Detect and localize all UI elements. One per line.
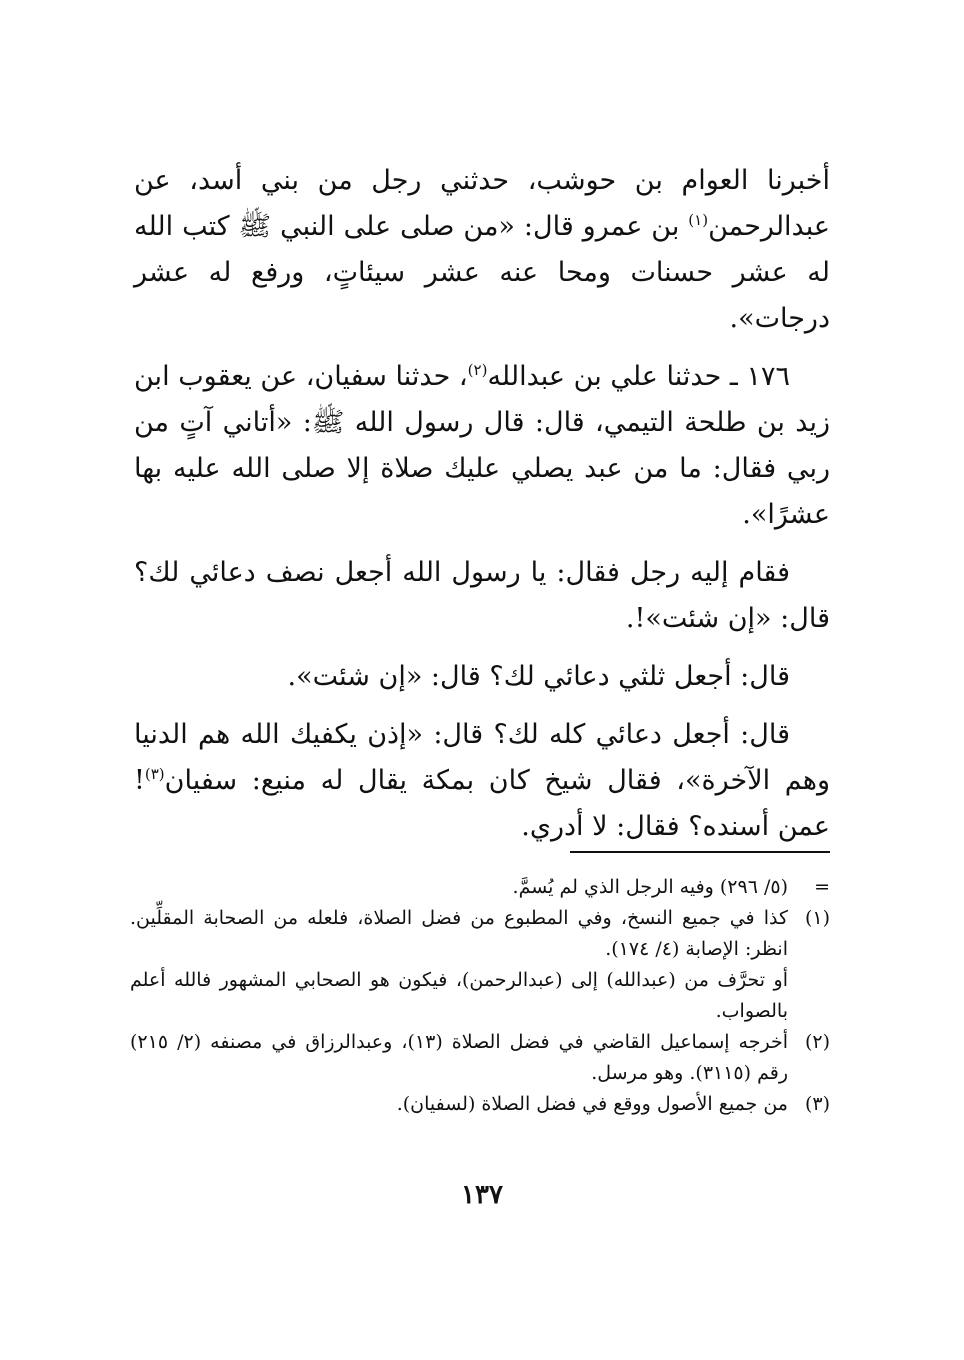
paragraph-1-text: أخبرنا العوام بن حوشب، حدثني رجل من بني أسد، عن عبدالرحمن — [134, 165, 830, 242]
paragraph-4: قال: أجعل ثلثي دعائي لك؟ قال: «إن شئت». — [287, 661, 790, 692]
paragraph-hadith-176 — [134, 354, 830, 538]
page-number: ١٣٧ — [461, 1180, 503, 1210]
footnote-1 — [130, 903, 830, 965]
footnote-3-text: من جميع الأصول ووقع في فضل الصلاة (لسفيان). — [396, 1093, 788, 1115]
footnote-1-extra: أو تحرَّف من (عبدالله) إلى (عبدالرحمن)، فيكون هو الصحابي المشهور فالله أعلم بالصواب. — [130, 969, 788, 1022]
footnote-separator — [570, 851, 830, 853]
footnote-1-text: كذا في جميع النسخ، وفي المطبوع من فضل الصلاة، فلعله من الصحابة المقلِّين. انظر: الإصابة (٤/ ١٧٤). — [130, 907, 788, 960]
paragraph-5-text-cont: ! عمن أسنده؟ فقال: لا أدري. — [134, 765, 830, 842]
footnote-1-number: (١) — [804, 907, 830, 929]
footnote-continuation — [130, 872, 830, 903]
main-text-block — [134, 158, 830, 862]
continuation-text: (٥/ ٢٩٦) وفيه الرجل الذي لم يُسمَّ. — [512, 876, 788, 898]
continuation-marker: = — [814, 876, 830, 898]
footnote-2 — [130, 1027, 830, 1089]
paragraph-5 — [134, 712, 830, 850]
footnote-2-text: أخرجه إسماعيل القاضي في فضل الصلاة (١٣)، وعبدالرزاق في مصنفه (٢/ ٢١٥) رقم (٣١١٥). وهو مرسل. — [130, 1031, 788, 1084]
footnote-ref-2: (٢) — [467, 361, 488, 379]
paragraph-2-text-cont: ، حدثنا سفيان، عن يعقوب ابن زيد بن طلحة التيمي، قال: قال رسول الله ﷺ: «أتاني آتٍ من ربي فقال: ما من عبد يصلي عليك صلاة إلا صلى الله عليه بها عشرًا». — [134, 361, 830, 530]
footnote-ref-1: (١) — [688, 211, 709, 229]
paragraph-1 — [134, 158, 830, 342]
paragraph-3: فقام إليه رجل فقال: يا رسول الله أجعل نصف دعائي لك؟ قال: «إن شئت»!. — [134, 557, 830, 634]
paragraph-1-text-cont: بن عمرو قال: «من صلى على النبي ﷺ كتب الله له عشر حسنات ومحا عنه عشر سيئاتٍ، ورفع له عشر درجات». — [134, 211, 830, 334]
footnotes-block — [130, 872, 830, 1120]
paragraph-5-text: قال: أجعل دعائي كله لك؟ قال: «إذن يكفيك الله هم الدنيا وهم الآخرة»، فقال شيخ كان بمكة يقال له منيع: سفيان — [134, 719, 830, 796]
footnote-ref-3: (٣) — [144, 765, 165, 783]
footnote-2-number: (٢) — [804, 1031, 830, 1053]
footnote-3 — [130, 1089, 830, 1120]
footnote-3-number: (٣) — [804, 1093, 830, 1115]
paragraph-2-text: ١٧٦ ـ حدثنا علي بن عبدالله — [487, 361, 790, 392]
